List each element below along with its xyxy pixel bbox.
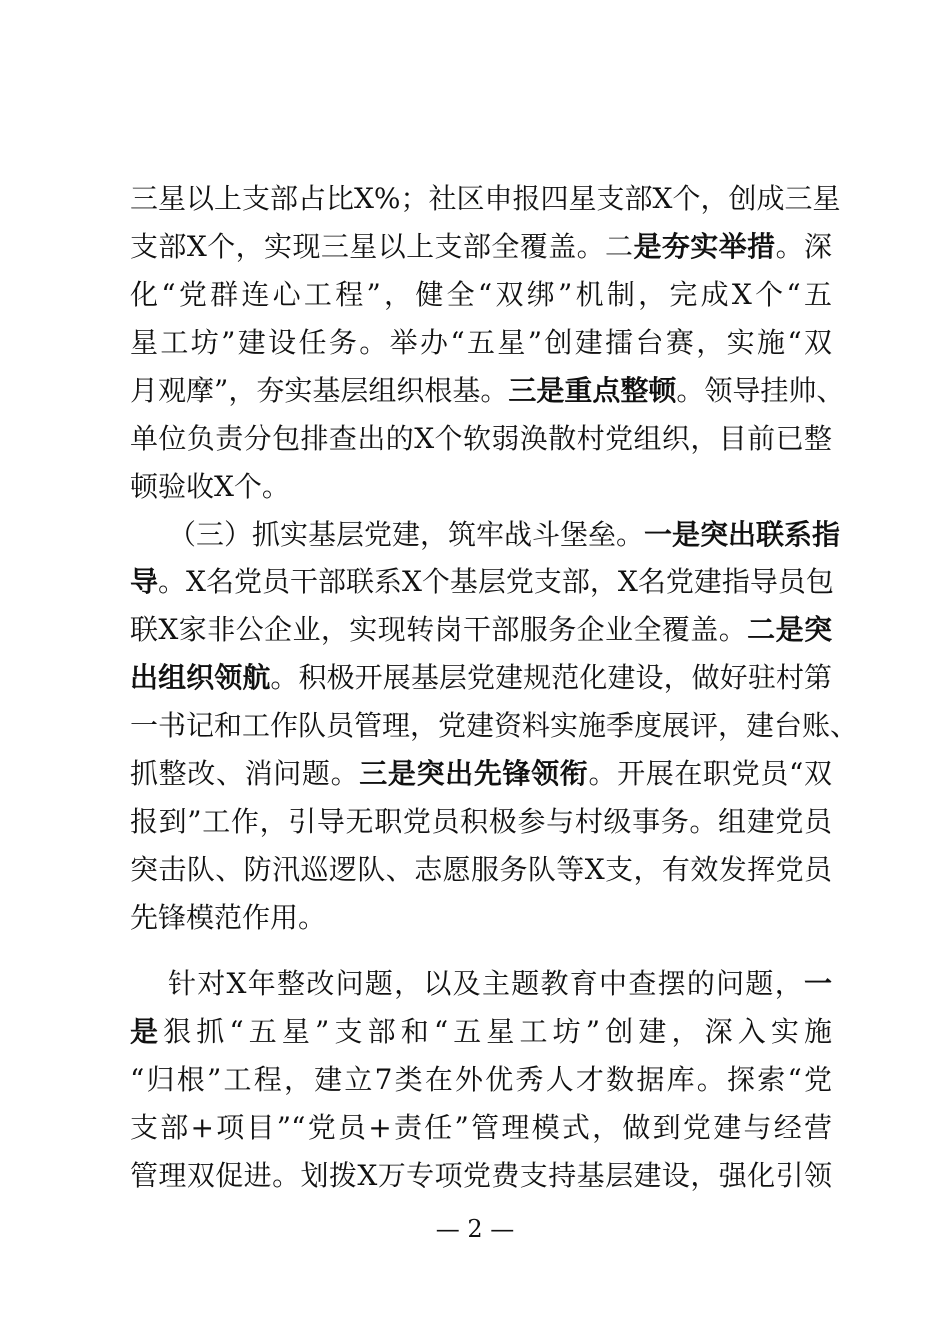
body-text: 单位负责分包排查出的X个软弱涣散村党组织，目前已整 [130,422,832,455]
text-line [130,1108,832,1148]
bold-heading-text: 是 [130,1015,164,1048]
bold-heading-text: 二是突 [747,613,832,646]
text-line [130,754,832,794]
body-text: 星工坊”建设任务。举办“五星”创建擂台赛，实施“双 [130,326,832,359]
text-line [130,706,859,746]
body-text: 顿验收X个。 [130,470,290,503]
body-text: 先锋模范作用。 [130,901,327,934]
body-text: 。开展在职党员“双 [588,757,832,790]
text-line [130,419,832,459]
text-line [130,1156,832,1196]
text-line [168,964,832,1004]
bold-heading-text: 导 [130,565,159,598]
body-text: 突击队、防汛巡逻队、志愿服务队等X支，有效发挥党员 [130,853,832,886]
body-text: 管理双促进。划拨X万专项党费支持基层建设，强化引领 [130,1159,832,1192]
bold-heading-text: 三是突出先锋领衔 [359,757,589,790]
body-text: （三）抓实基层党建，筑牢战斗堡垒。 [168,518,645,551]
text-line [130,1060,832,1100]
body-text: 。领导挂帅、 [676,374,845,407]
body-text: 。深 [775,230,832,263]
text-line [130,802,832,842]
bold-heading-text: 一是突出联系指 [644,518,841,551]
body-text: 三星以上支部占比X%；社区申报四星支部X个，创成三星 [130,182,841,215]
body-text: 化“党群连心工程”，健全“双绑”机制，完成X个“五 [130,278,832,311]
body-text: 一书记和工作队员管理，党建资料实施季度展评，建台账、 [130,709,859,742]
text-line [130,275,832,315]
body-text: 狠抓“五星”支部和“五星工坊”创建，深入实施 [163,1015,832,1048]
text-line [130,610,832,650]
bold-heading-text: 三是重点整顿 [508,374,677,407]
body-text: 支部+项目”“党员+责任”管理模式，做到党建与经营 [130,1111,832,1144]
page-number: — 2 — [435,1215,515,1243]
body-text: 。X名党员干部联系X个基层党支部，X名党建指导员包 [158,565,834,598]
text-line [130,850,832,890]
body-text: 。积极开展基层党建规范化建设，做好驻村第 [270,661,832,694]
body-text: 月观摩”，夯实基层组织根基。 [130,374,509,407]
bold-heading-text: 出组织领航 [130,661,271,694]
text-line [168,515,841,555]
text-line [130,658,832,698]
text-line [130,179,841,219]
text-line [130,323,832,363]
text-line [130,227,832,267]
text-line [130,467,832,507]
text-line [130,1012,832,1052]
body-text: 针对X年整改问题，以及主题教育中查摆的问题， [168,967,804,1000]
bold-heading-text: 是夯实举措 [633,230,776,263]
text-line [130,898,832,938]
body-text: 抓整改、消问题。 [130,757,360,790]
body-text: 支部X个，实现三星以上支部全覆盖。二 [130,230,634,263]
body-text: 报到”工作，引导无职党员积极参与村级事务。组建党员 [130,805,832,838]
body-text: “归根”工程，建立7类在外优秀人才数据库。探索“党 [130,1063,832,1096]
body-text: 联X家非公企业，实现转岗干部服务企业全覆盖。 [130,613,748,646]
bold-heading-text: 一 [803,967,832,1000]
text-line [130,371,845,411]
text-line [130,562,832,602]
